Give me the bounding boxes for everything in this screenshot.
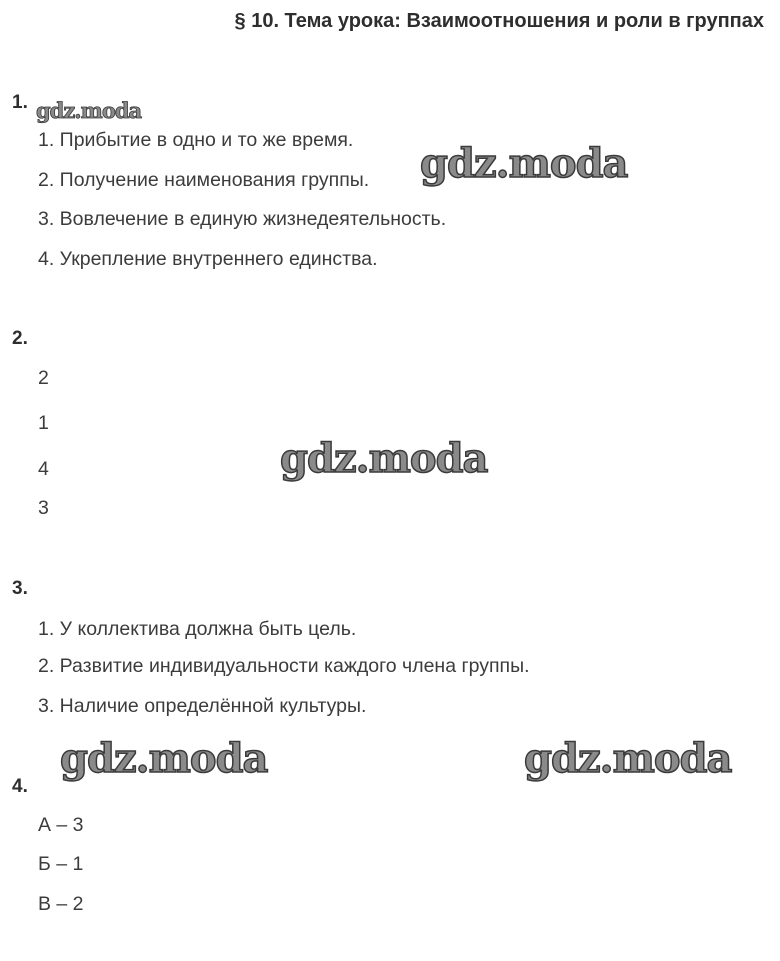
task-2-number: 2. xyxy=(12,328,28,349)
watermark-logo: gdz.moda xyxy=(60,735,268,782)
watermark-logo: gdz.moda xyxy=(420,140,628,187)
page-title: § 10. Тема урока: Взаимоотношения и роли в группах xyxy=(234,10,764,32)
task-4-line-3: В – 2 xyxy=(38,893,84,915)
task-4-line-1: А – 3 xyxy=(38,814,84,836)
task-1-line-4: 4. Укрепление внутреннего единства. xyxy=(38,248,378,270)
task-1-line-2: 2. Получение наименования группы. xyxy=(38,169,370,191)
task-3-number: 3. xyxy=(12,578,28,599)
task-3-line-1: 1. У коллектива должна быть цель. xyxy=(38,618,357,640)
task-3-line-3: 3. Наличие определённой культуры. xyxy=(38,695,367,717)
task-4-number: 4. xyxy=(12,776,28,797)
task-4-line-2: Б – 1 xyxy=(38,853,84,875)
watermark-logo: gdz.moda xyxy=(36,98,142,123)
task-3-line-2: 2. Развитие индивидуальности каждого члена группы. xyxy=(38,655,530,677)
task-2-line-1: 2 xyxy=(38,367,49,389)
task-2-line-3: 4 xyxy=(38,458,49,480)
watermark-logo: gdz.moda xyxy=(524,735,732,782)
watermark-logo: gdz.moda xyxy=(280,435,488,482)
task-1-line-1: 1. Прибытие в одно и то же время. xyxy=(38,129,354,151)
task-2-line-4: 3 xyxy=(38,497,49,519)
task-1-line-3: 3. Вовлечение в единую жизнедеятельность. xyxy=(38,208,447,230)
task-2-line-2: 1 xyxy=(38,412,49,434)
task-1-number: 1. xyxy=(12,92,28,113)
